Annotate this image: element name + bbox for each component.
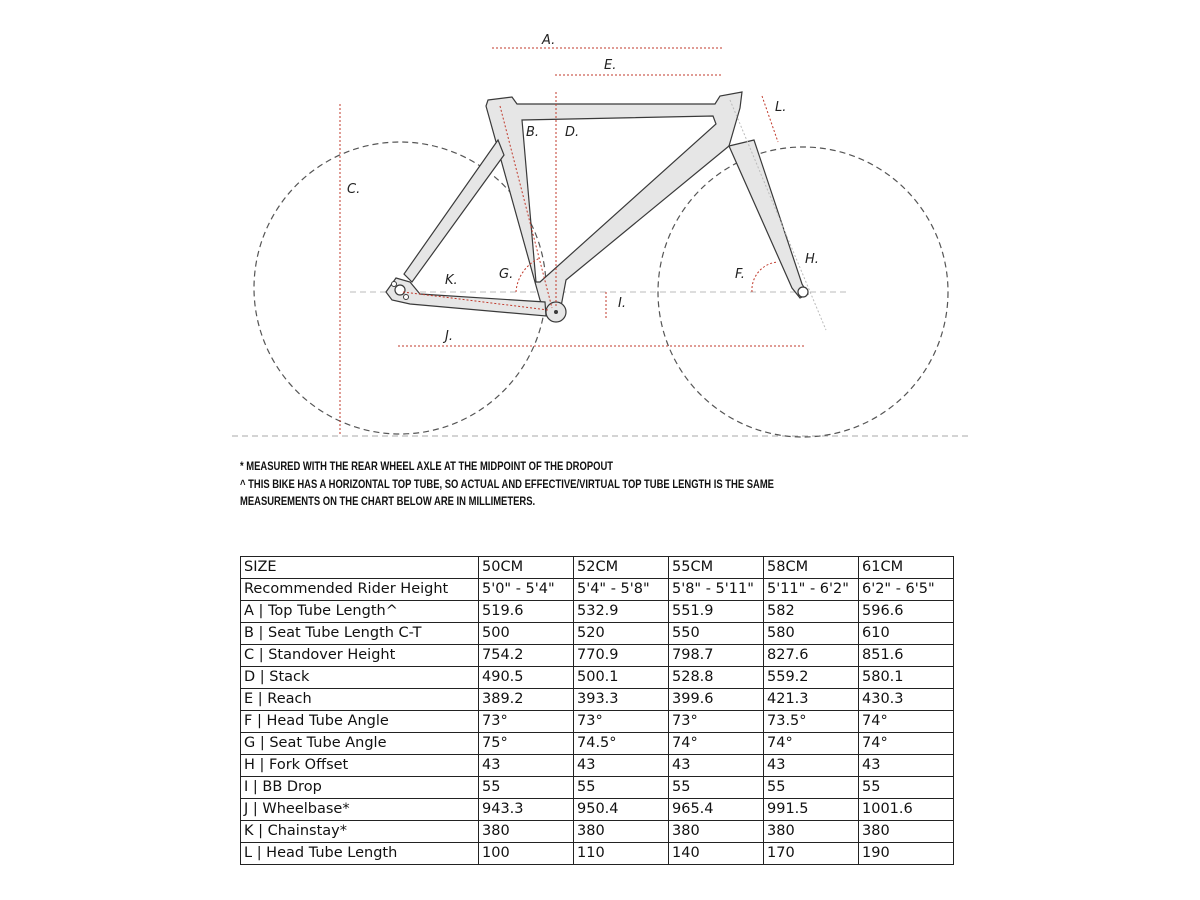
- label-l: L.: [775, 100, 787, 115]
- rear-dropout-bolt: [392, 282, 397, 287]
- value-cell: 380: [859, 821, 954, 843]
- value-cell: 6'2" - 6'5": [859, 579, 954, 601]
- table-row: [241, 755, 954, 777]
- value-cell: 5'4" - 5'8": [574, 579, 669, 601]
- value-cell: 798.7: [669, 645, 764, 667]
- value-cell: 754.2: [479, 645, 574, 667]
- value-cell: 430.3: [859, 689, 954, 711]
- value-cell: 991.5: [764, 799, 859, 821]
- row-label-cell: Recommended Rider Height: [241, 579, 479, 601]
- rear-dropout: [395, 285, 405, 295]
- value-cell: 43: [574, 755, 669, 777]
- value-cell: 5'11" - 6'2": [764, 579, 859, 601]
- value-cell: 55: [574, 777, 669, 799]
- header-cell: 52CM: [574, 557, 669, 579]
- table-row: [241, 843, 954, 865]
- value-cell: 73°: [574, 711, 669, 733]
- header-cell: 61CM: [859, 557, 954, 579]
- value-cell: 74°: [859, 733, 954, 755]
- value-cell: 55: [764, 777, 859, 799]
- header-cell: 50CM: [479, 557, 574, 579]
- table-row: [241, 711, 954, 733]
- table-row: [241, 821, 954, 843]
- header-cell: 55CM: [669, 557, 764, 579]
- value-cell: 5'8" - 5'11": [669, 579, 764, 601]
- value-cell: 500: [479, 623, 574, 645]
- row-label-cell: G | Seat Tube Angle: [241, 733, 479, 755]
- value-cell: 1001.6: [859, 799, 954, 821]
- value-cell: 140: [669, 843, 764, 865]
- value-cell: 551.9: [669, 601, 764, 623]
- value-cell: 519.6: [479, 601, 574, 623]
- table-row: [241, 689, 954, 711]
- label-c: C.: [347, 182, 361, 197]
- label-e: E.: [604, 58, 617, 73]
- row-label-cell: A | Top Tube Length^: [241, 601, 479, 623]
- value-cell: 943.3: [479, 799, 574, 821]
- table-row: [241, 799, 954, 821]
- label-k: K.: [445, 273, 458, 288]
- value-cell: 520: [574, 623, 669, 645]
- row-label-cell: B | Seat Tube Length C-T: [241, 623, 479, 645]
- row-label-cell: D | Stack: [241, 667, 479, 689]
- value-cell: 100: [479, 843, 574, 865]
- row-label-cell: F | Head Tube Angle: [241, 711, 479, 733]
- label-b: B.: [526, 125, 540, 140]
- value-cell: 73°: [479, 711, 574, 733]
- label-a: A.: [542, 33, 556, 48]
- footnote-top-tube: ^ THIS BIKE HAS A HORIZONTAL TOP TUBE, SO ACTUAL AND EFFECTIVE/VIRTUAL TOP TUBE LENGTH IS THE SAME: [240, 478, 774, 491]
- footnotes: [240, 459, 814, 512]
- value-cell: 170: [764, 843, 859, 865]
- value-cell: 528.8: [669, 667, 764, 689]
- value-cell: 43: [669, 755, 764, 777]
- value-cell: 490.5: [479, 667, 574, 689]
- value-cell: 580.1: [859, 667, 954, 689]
- front-axle: [798, 287, 808, 297]
- value-cell: 73°: [669, 711, 764, 733]
- frame-main-triangle: [486, 92, 742, 314]
- value-cell: 559.2: [764, 667, 859, 689]
- value-cell: 43: [764, 755, 859, 777]
- table-row: [241, 579, 954, 601]
- value-cell: 389.2: [479, 689, 574, 711]
- value-cell: 399.6: [669, 689, 764, 711]
- value-cell: 380: [764, 821, 859, 843]
- table-row: [241, 623, 954, 645]
- value-cell: 380: [574, 821, 669, 843]
- row-label-cell: K | Chainstay*: [241, 821, 479, 843]
- footnote-rear-axle: * MEASURED WITH THE REAR WHEEL AXLE AT THE MIDPOINT OF THE DROPOUT: [240, 461, 614, 473]
- value-cell: 110: [574, 843, 669, 865]
- value-cell: 75°: [479, 733, 574, 755]
- value-cell: 851.6: [859, 645, 954, 667]
- value-cell: 74°: [669, 733, 764, 755]
- value-cell: 580: [764, 623, 859, 645]
- table-row: [241, 667, 954, 689]
- geometry-table: [240, 556, 954, 865]
- value-cell: 380: [669, 821, 764, 843]
- label-g: G.: [499, 267, 514, 282]
- value-cell: 74°: [859, 711, 954, 733]
- value-cell: 596.6: [859, 601, 954, 623]
- value-cell: 827.6: [764, 645, 859, 667]
- frame-seat-stay: [404, 140, 504, 282]
- header-cell: 58CM: [764, 557, 859, 579]
- bottom-bracket-center: [554, 310, 558, 314]
- header-cell: SIZE: [241, 557, 479, 579]
- value-cell: 393.3: [574, 689, 669, 711]
- value-cell: 550: [669, 623, 764, 645]
- value-cell: 380: [479, 821, 574, 843]
- value-cell: 770.9: [574, 645, 669, 667]
- row-label-cell: J | Wheelbase*: [241, 799, 479, 821]
- table-header-row: [241, 557, 954, 579]
- frame-chain-stay: [386, 278, 546, 316]
- value-cell: 55: [479, 777, 574, 799]
- value-cell: 421.3: [764, 689, 859, 711]
- value-cell: 950.4: [574, 799, 669, 821]
- value-cell: 532.9: [574, 601, 669, 623]
- value-cell: 73.5°: [764, 711, 859, 733]
- label-d: D.: [565, 125, 580, 140]
- value-cell: 43: [859, 755, 954, 777]
- row-label-cell: C | Standover Height: [241, 645, 479, 667]
- value-cell: 55: [859, 777, 954, 799]
- rear-dropout-bolt-2: [404, 295, 409, 300]
- value-cell: 55: [669, 777, 764, 799]
- value-cell: 74°: [764, 733, 859, 755]
- value-cell: 610: [859, 623, 954, 645]
- table-row: [241, 733, 954, 755]
- label-f: F.: [735, 267, 745, 282]
- table-row: [241, 777, 954, 799]
- label-j: J.: [445, 329, 453, 344]
- row-label-cell: I | BB Drop: [241, 777, 479, 799]
- value-cell: 500.1: [574, 667, 669, 689]
- value-cell: 74.5°: [574, 733, 669, 755]
- value-cell: 965.4: [669, 799, 764, 821]
- value-cell: 43: [479, 755, 574, 777]
- row-label-cell: H | Fork Offset: [241, 755, 479, 777]
- value-cell: 190: [859, 843, 954, 865]
- table-row: [241, 645, 954, 667]
- table-row: [241, 601, 954, 623]
- row-label-cell: E | Reach: [241, 689, 479, 711]
- value-cell: 582: [764, 601, 859, 623]
- footnote-units: MEASUREMENTS ON THE CHART BELOW ARE IN MILLIMETERS.: [240, 496, 536, 508]
- value-cell: 5'0" - 5'4": [479, 579, 574, 601]
- row-label-cell: L | Head Tube Length: [241, 843, 479, 865]
- label-h: H.: [805, 252, 819, 267]
- label-i: I.: [618, 296, 626, 311]
